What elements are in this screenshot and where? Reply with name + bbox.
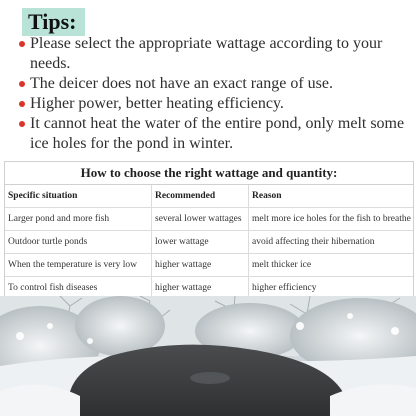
cell-recommended: higher wattage bbox=[152, 277, 249, 300]
tips-heading: Tips: bbox=[22, 8, 85, 36]
tip-text: The deicer does not have an exact range of use. bbox=[30, 75, 333, 92]
tip-item bbox=[18, 94, 410, 114]
header-reason: Reason bbox=[249, 185, 414, 208]
tip-item bbox=[18, 114, 410, 154]
cell-situation: To control fish diseases bbox=[5, 277, 152, 300]
cell-situation: Outdoor turtle ponds bbox=[5, 231, 152, 254]
cell-recommended: higher wattage bbox=[152, 254, 249, 277]
table-row bbox=[5, 254, 413, 277]
winter-pond-illustration bbox=[0, 296, 416, 416]
tip-text: Higher power, better heating efficiency. bbox=[30, 95, 284, 112]
bullet-dot-icon bbox=[19, 121, 25, 127]
header-recommended: Recommended bbox=[152, 185, 249, 208]
cell-reason: melt thicker ice bbox=[249, 254, 414, 277]
cell-reason: avoid affecting their hibernation bbox=[249, 231, 414, 254]
cell-reason: melt more ice holes for the fish to breathe bbox=[249, 208, 414, 231]
cell-situation: When the temperature is very low bbox=[5, 254, 152, 277]
bullet-dot-icon bbox=[19, 41, 25, 47]
cell-recommended: lower wattage bbox=[152, 231, 249, 254]
tips-list bbox=[18, 34, 410, 154]
tip-text: Please select the appropriate wattage according to your needs. bbox=[30, 35, 383, 72]
winter-pond-photo bbox=[0, 296, 416, 416]
wattage-table bbox=[4, 161, 414, 298]
table-row bbox=[5, 208, 413, 231]
tip-text: It cannot heat the water of the entire pond, only melt some ice holes for the pond in winter. bbox=[30, 115, 405, 152]
bullet-dot-icon bbox=[19, 101, 25, 107]
cell-situation: Larger pond and more fish bbox=[5, 208, 152, 231]
cell-reason: higher efficiency bbox=[252, 283, 317, 293]
table-title: How to choose the right wattage and quantity: bbox=[5, 162, 413, 185]
table-header-row bbox=[5, 185, 413, 208]
header-situation: Specific situation bbox=[5, 185, 152, 208]
bullet-dot-icon bbox=[19, 81, 25, 87]
tip-item bbox=[18, 34, 410, 74]
cell-recommended: several lower wattages bbox=[152, 208, 249, 231]
table-row bbox=[5, 231, 413, 254]
tip-item bbox=[18, 74, 410, 94]
wattage-table-grid bbox=[5, 185, 413, 299]
